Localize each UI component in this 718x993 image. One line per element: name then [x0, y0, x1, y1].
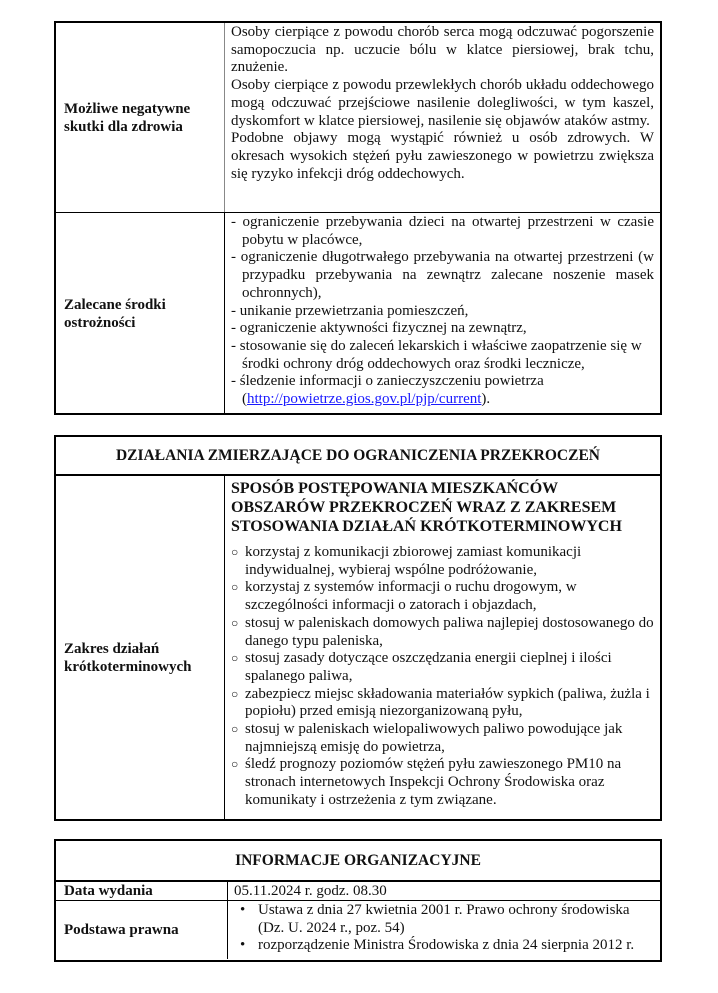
- list-item: [231, 544, 654, 579]
- health-effects-text: [225, 23, 660, 212]
- circle-bullet-icon: ○: [231, 686, 239, 701]
- row-label: Zakres działań krótkoterminowych: [56, 476, 225, 819]
- organizational-info-table: [54, 839, 662, 962]
- link-prefix: (: [242, 391, 247, 408]
- list-item: [231, 721, 654, 756]
- list-item: [231, 686, 654, 721]
- list-item: - ograniczenie aktywności fizycznej na zewnątrz,: [231, 320, 527, 337]
- precautions-list: [225, 213, 660, 414]
- list-item: - ograniczenie długotrwałego przebywania na otwartej przestrzeni (w przypadku przebywania na zewnątrz zalecane noszenie masek ochronnych),: [231, 249, 654, 301]
- row-label: Zalecane środki ostrożności: [56, 213, 225, 414]
- list-item-text: stosuj w paleniskach wielopaliwowych paliwo powodujące jak najmniejszą emisję do powietrza,: [245, 721, 623, 755]
- date-value: 05.11.2024 r. godz. 08.30: [234, 883, 387, 899]
- list-item-text: korzystaj z komunikacji zbiorowej zamiast komunikacji indywidualnej, wybieraj wspólne podróżowanie,: [245, 544, 582, 578]
- row-label: Możliwe negatywne skutki dla zdrowia: [56, 23, 225, 212]
- circle-bullet-icon: ○: [231, 580, 239, 595]
- list-item-text: Ustawa z dnia 27 kwietnia 2001 r. Prawo ochrony środowiska (Dz. U. 2024 r., poz. 54): [258, 902, 630, 936]
- bullet-icon: •: [240, 937, 246, 954]
- legal-basis-label: Podstawa prawna: [56, 901, 228, 959]
- list-item-text: stosuj w paleniskach domowych paliwa najlepiej dostosowanego do danego typu paleniska,: [245, 614, 654, 649]
- actions-content: [225, 476, 660, 819]
- link-suffix: ).: [481, 391, 491, 408]
- circle-bullet-icon: ○: [231, 651, 239, 666]
- date-row: [56, 880, 660, 900]
- legal-basis-list: [228, 901, 660, 959]
- legal-basis-row: [56, 900, 660, 959]
- circle-bullet-icon: ○: [231, 757, 239, 772]
- list-item: [231, 579, 654, 614]
- actions-subheading: SPOSÓB POSTĘPOWANIA MIESZKAŃCÓW OBSZARÓW PRZEKROCZEŃ WRAZ Z ZAKRESEM STOSOWANIA DZIAŁAŃ KRÓTKOTERMINOWYCH: [231, 480, 622, 535]
- health-effects-table: [54, 21, 662, 415]
- circle-bullet-icon: ○: [231, 615, 239, 630]
- list-item: [231, 650, 654, 685]
- list-item: - śledzenie informacji o zanieczyszczeniu powietrza: [231, 373, 544, 390]
- paragraph: Osoby cierpiące z powodu chorób serca mogą odczuwać pogorszenie samopoczucia np. uczucie bólu w klatce piersiowej, brak tchu, znużenie.: [231, 24, 654, 76]
- precautions-row: [56, 212, 660, 414]
- list-item-text: śledź prognozy poziomów stężeń pyłu zawieszonego PM10 na stronach internetowych Inspekcji Ochrony Środowiska oraz komunikaty i ostrzeżenia z tym związane.: [245, 756, 622, 808]
- list-item: - ograniczenie przebywania dzieci na otwartej przestrzeni w czasie pobytu w placówce,: [231, 214, 654, 248]
- link-line: [231, 391, 654, 409]
- circle-bullet-icon: ○: [231, 722, 239, 737]
- date-label: Data wydania: [56, 882, 228, 900]
- health-effects-row: [56, 23, 660, 212]
- list-item: [231, 615, 654, 650]
- list-item: - unikanie przewietrzania pomieszczeń,: [231, 302, 469, 319]
- bullet-icon: •: [240, 902, 246, 918]
- list-item: - stosowanie się do zaleceń lekarskich i właściwe zaopatrzenie się w środki ochrony dróg oddechowych oraz środki lecznicze,: [231, 337, 642, 372]
- actions-row: [56, 474, 660, 819]
- list-item-text: stosuj zasady dotyczące oszczędzania energii cieplnej i ilości spalanego paliwa,: [245, 650, 612, 684]
- paragraph: Podobne objawy mogą wystąpić również u osób zdrowych. W okresach wysokich stężeń pyłu zawieszonego w powietrzu zwiększa się ryzyko infekcji dróg oddechowych.: [231, 130, 654, 182]
- list-item-text: zabezpiecz miejsc składowania materiałów sypkich (paliwa, żużla i popiołu) przed emisją niezorganizowaną pyłu,: [245, 685, 650, 720]
- list-item: [234, 937, 654, 955]
- air-quality-link[interactable]: http://powietrze.gios.gov.pl/pjp/current: [247, 391, 482, 408]
- list-item: [234, 902, 654, 937]
- list-item-text: korzystaj z systemów informacji o ruchu drogowym, w szczególności informacji o zatorach i objazdach,: [245, 579, 577, 614]
- list-item: [231, 756, 654, 809]
- circle-bullet-icon: ○: [231, 545, 239, 559]
- actions-table: [54, 435, 662, 821]
- actions-title: DZIAŁANIA ZMIERZAJĄCE DO OGRANICZENIA PRZEKROCZEŃ: [115, 446, 600, 464]
- list-item-text: rozporządzenie Ministra Środowiska z dnia 24 sierpnia 2012 r.: [258, 937, 635, 954]
- paragraph: Osoby cierpiące z powodu przewlekłych chorób układu oddechowego mogą odczuwać przejściowe nasilenie dolegliwości, w tym kaszel, dyskomfort w klatce piersiowej, nasilenie się objawów ataków astmy.: [231, 77, 654, 129]
- org-info-title: INFORMACJE ORGANIZACYJNE: [235, 851, 481, 869]
